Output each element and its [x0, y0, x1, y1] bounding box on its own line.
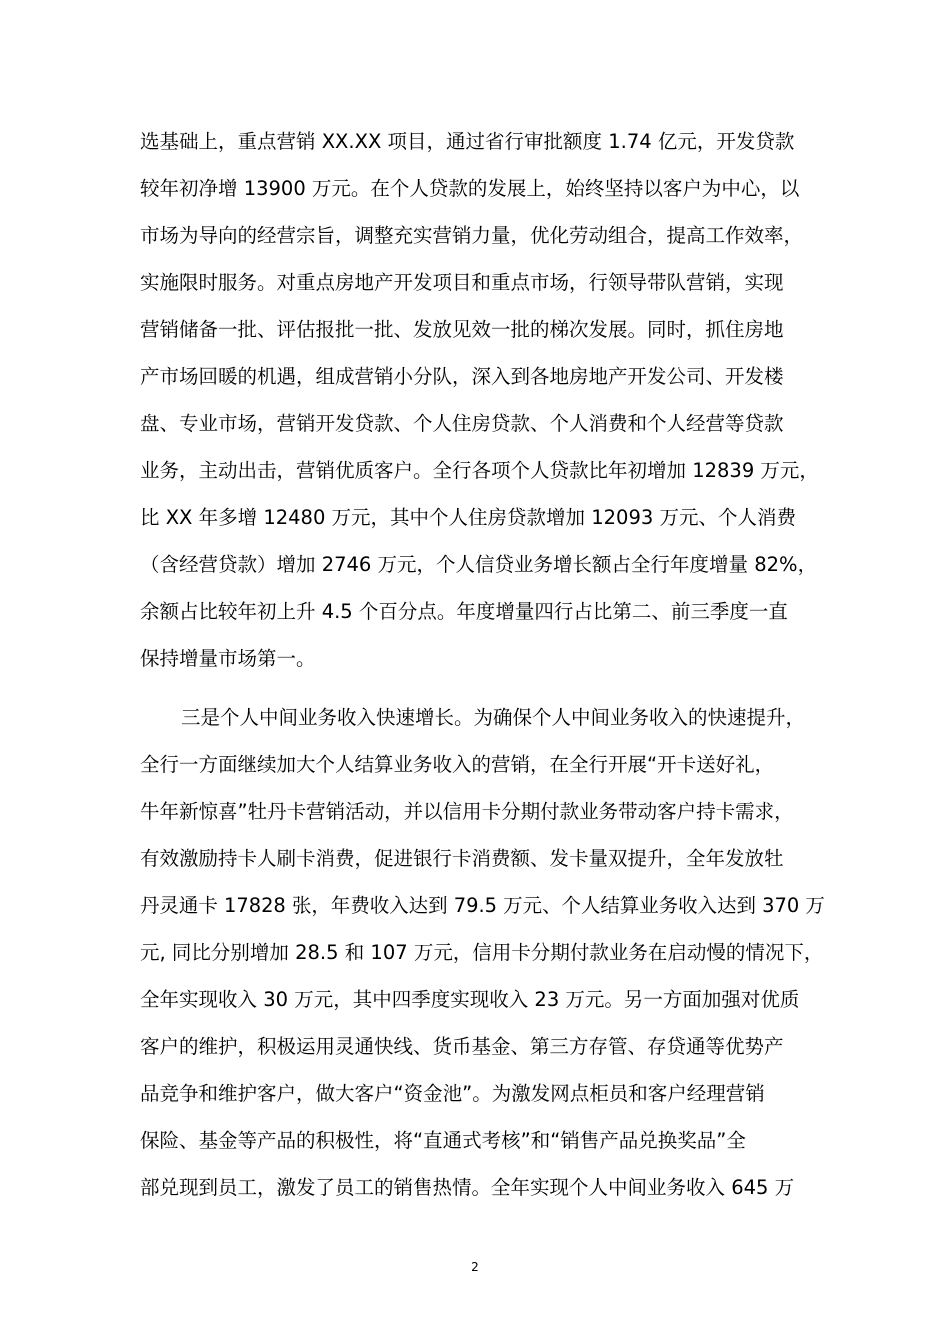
body-text-line: 部兑现到员工，激发了员工的销售热情。全年实现个人中间业务收入 645 万	[140, 1176, 795, 1199]
body-text-line: 业务，主动出击，营销优质客户。全行各项个人贷款比年初增加 12839 万元，	[140, 459, 819, 482]
body-text-line: 盘、专业市场，营销开发贷款、个人住房贷款、个人消费和个人经营等贷款	[140, 412, 784, 435]
body-text-line: 客户的维护，积极运用灵通快线、货币基金、第三方存管、存贷通等优势产	[140, 1035, 784, 1058]
body-text-line: 元, 同比分别增加 28.5 和 107 万元，信用卡分期付款业务在启动慢的情况下，	[140, 941, 824, 964]
body-text-line: 选基础上，重点营销 XX.XX 项目，通过省行审批额度 1.74 亿元，开发贷款	[140, 130, 795, 153]
body-text-line: 牛年新惊喜”牡丹卡营销活动，并以信用卡分期付款业务带动客户持卡需求，	[140, 800, 794, 823]
body-text-line: 全年实现收入 30 万元，其中四季度实现收入 23 万元。另一方面加强对优质	[140, 988, 800, 1011]
body-text-line: 全行一方面继续加大个人结算业务收入的营销，在全行开展“开卡送好礼，	[140, 753, 775, 776]
body-text-line: 余额占比较年初上升 4.5 个百分点。年度增量四行占比第二、前三季度一直	[140, 600, 788, 623]
paragraph-first-line: 三是个人中间业务收入快速增长。为确保个人中间业务收入的快速提升，	[181, 706, 806, 729]
page-number: 2	[471, 1260, 479, 1274]
body-text-line: 比 XX 年多增 12480 万元，其中个人住房贷款增加 12093 万元、个人消费	[140, 506, 796, 529]
body-text-line: 营销储备一批、评估报批一批、发放见效一批的梯次发展。同时，抓住房地	[140, 318, 784, 341]
body-text-line: 产市场回暖的机遇，组成营销小分队，深入到各地房地产开发公司、开发楼	[140, 365, 784, 388]
body-text-line: 保险、基金等产品的积极性，将“直通式考核”和“销售产品兑换奖品”全	[140, 1129, 746, 1152]
body-text-line: 有效激励持卡人刷卡消费，促进银行卡消费额、发卡量双提升，全年发放牡	[140, 847, 784, 870]
body-text-line: 丹灵通卡 17828 张，年费收入达到 79.5 万元、个人结算业务收入达到 370 万	[140, 894, 825, 917]
body-text-line: 保持增量市场第一。	[140, 647, 316, 670]
body-text-line: 实施限时服务。对重点房地产开发项目和重点市场，行领导带队营销，实现	[140, 271, 784, 294]
body-text-line: （含经营贷款）增加 2746 万元，个人信贷业务增长额占全行年度增量 82%，	[140, 553, 818, 576]
body-text-line: 较年初净增 13900 万元。在个人贷款的发展上，始终坚持以客户为中心，以	[140, 177, 800, 200]
body-text-line: 品竞争和维护客户，做大客户“资金池”。为激发网点柜员和客户经理营销	[140, 1082, 765, 1105]
body-text-line: 市场为导向的经营宗旨，调整充实营销力量，优化劳动组合，提高工作效率，	[140, 224, 804, 247]
